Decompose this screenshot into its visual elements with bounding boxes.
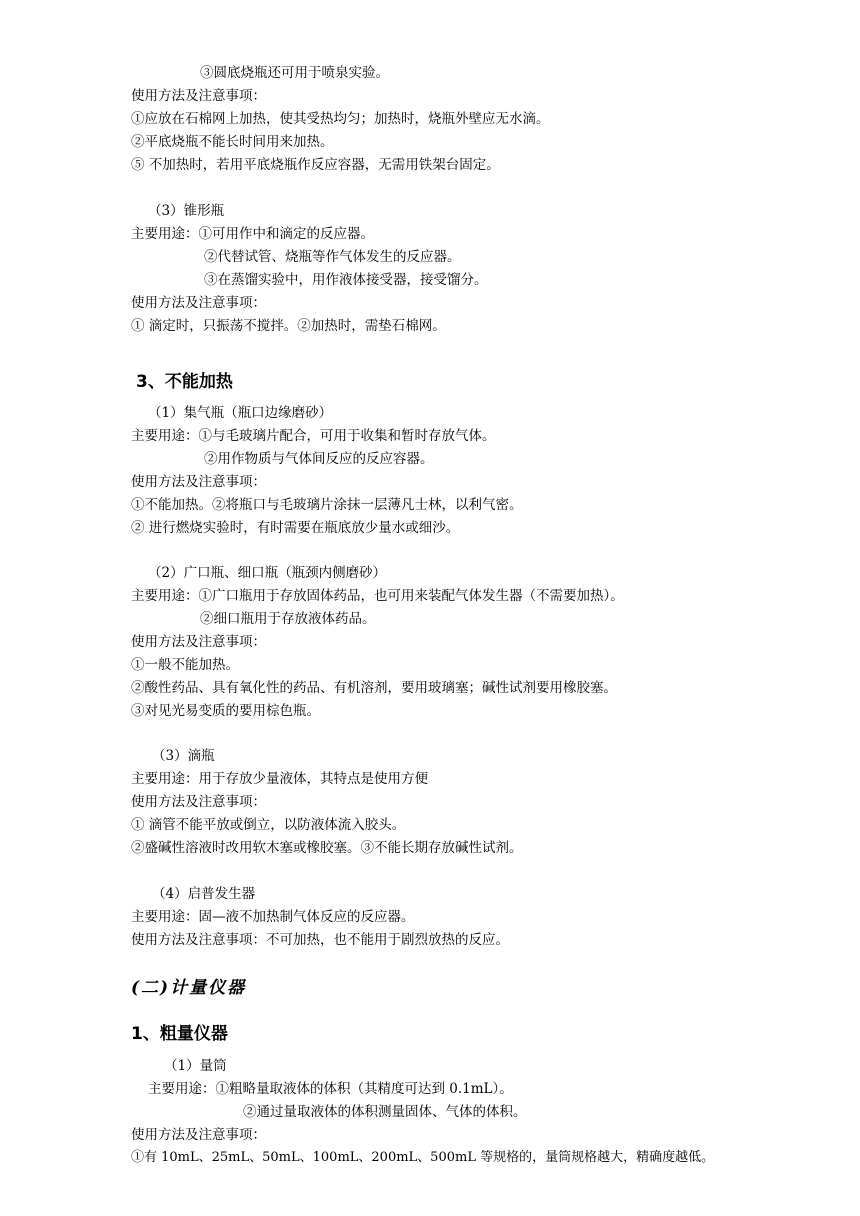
use-item: 主要用途：用于存放少量液体，其特点是使用方便	[131, 771, 428, 787]
note-item: ①有 10mL、25mL、50mL、100mL、200mL、500mL 等规格的，量筒规格越大，精确度越低。	[131, 1150, 715, 1165]
notes-label: 使用方法及注意事项：	[131, 794, 266, 810]
use-item: 主要用途：①粗略量取液体的体积（其精度可达到 0.1mL）。	[148, 1081, 513, 1097]
note-item: ②平底烧瓶不能长时间用来加热。	[131, 134, 334, 150]
section-heading: 1、粗量仪器	[131, 1024, 228, 1044]
subsection-title: （4）启普发生器	[152, 886, 256, 902]
use-item: 主要用途：固—液不加热制气体反应的反应器。	[131, 909, 415, 925]
note-item: ③对见光易变质的要用棕色瓶。	[131, 703, 320, 719]
section-heading: 3、不能加热	[136, 372, 233, 392]
use-item: ②通过量取液体的体积测量固体、气体的体积。	[243, 1104, 527, 1120]
use-item: 主要用途：①可用作中和滴定的反应器。	[131, 226, 374, 242]
subsection-title: （3）锥形瓶	[148, 203, 225, 219]
part-heading: (二)计量仪器	[131, 978, 247, 998]
note-item: ②盛碱性溶液时改用软木塞或橡胶塞。③不能长期存放碱性试剂。	[131, 840, 523, 856]
note-item: ①不能加热。②将瓶口与毛玻璃片涂抹一层薄凡士林，以利气密。	[131, 497, 523, 513]
use-item: ②代替试管、烧瓶等作气体发生的反应器。	[204, 249, 461, 265]
use-item: ②细口瓶用于存放液体药品。	[200, 611, 376, 627]
use-item: ③圆底烧瓶还可用于喷泉实验。	[200, 65, 389, 81]
notes-label: 使用方法及注意事项：	[131, 634, 266, 650]
note-item: ① 滴定时，只振荡不搅拌。②加热时，需垫石棉网。	[131, 318, 446, 334]
notes-label: 使用方法及注意事项：	[131, 88, 266, 104]
note-item: ② 进行燃烧实验时，有时需要在瓶底放少量水或细沙。	[131, 520, 460, 536]
notes-label: 使用方法及注意事项：	[131, 295, 266, 311]
notes-label: 使用方法及注意事项：	[131, 1127, 266, 1143]
use-item: ③在蒸馏实验中，用作液体接受器，接受馏分。	[204, 272, 488, 288]
note-item: ①一般不能加热。	[131, 657, 239, 673]
note-item: 使用方法及注意事项：不可加热，也不能用于剧烈放热的反应。	[131, 932, 509, 948]
note-item: ②酸性药品、具有氧化性的药品、有机溶剂，要用玻璃塞；碱性试剂要用橡胶塞。	[131, 680, 617, 696]
subsection-title: （1）集气瓶（瓶口边缘磨砂）	[148, 405, 333, 421]
subsection-title: （2）广口瓶、细口瓶（瓶颈内侧磨砂）	[148, 565, 387, 581]
note-item: ① 滴管不能平放或倒立，以防液体流入胶头。	[131, 817, 406, 833]
notes-label: 使用方法及注意事项：	[131, 474, 266, 490]
use-item: ②用作物质与气体间反应的反应容器。	[204, 451, 434, 467]
use-item: 主要用途：①广口瓶用于存放固体药品，也可用来装配气体发生器（不需要加热）。	[131, 588, 624, 604]
note-item: ①应放在石棉网上加热，使其受热均匀；加热时，烧瓶外壁应无水滴。	[131, 111, 550, 127]
note-item: ⑤ 不加热时，若用平底烧瓶作反应容器，无需用铁架台固定。	[131, 157, 500, 173]
use-item: 主要用途：①与毛玻璃片配合，可用于收集和暂时存放气体。	[131, 428, 496, 444]
subsection-title: （3）滴瓶	[152, 748, 215, 764]
subsection-title: （1）量筒	[164, 1058, 227, 1074]
